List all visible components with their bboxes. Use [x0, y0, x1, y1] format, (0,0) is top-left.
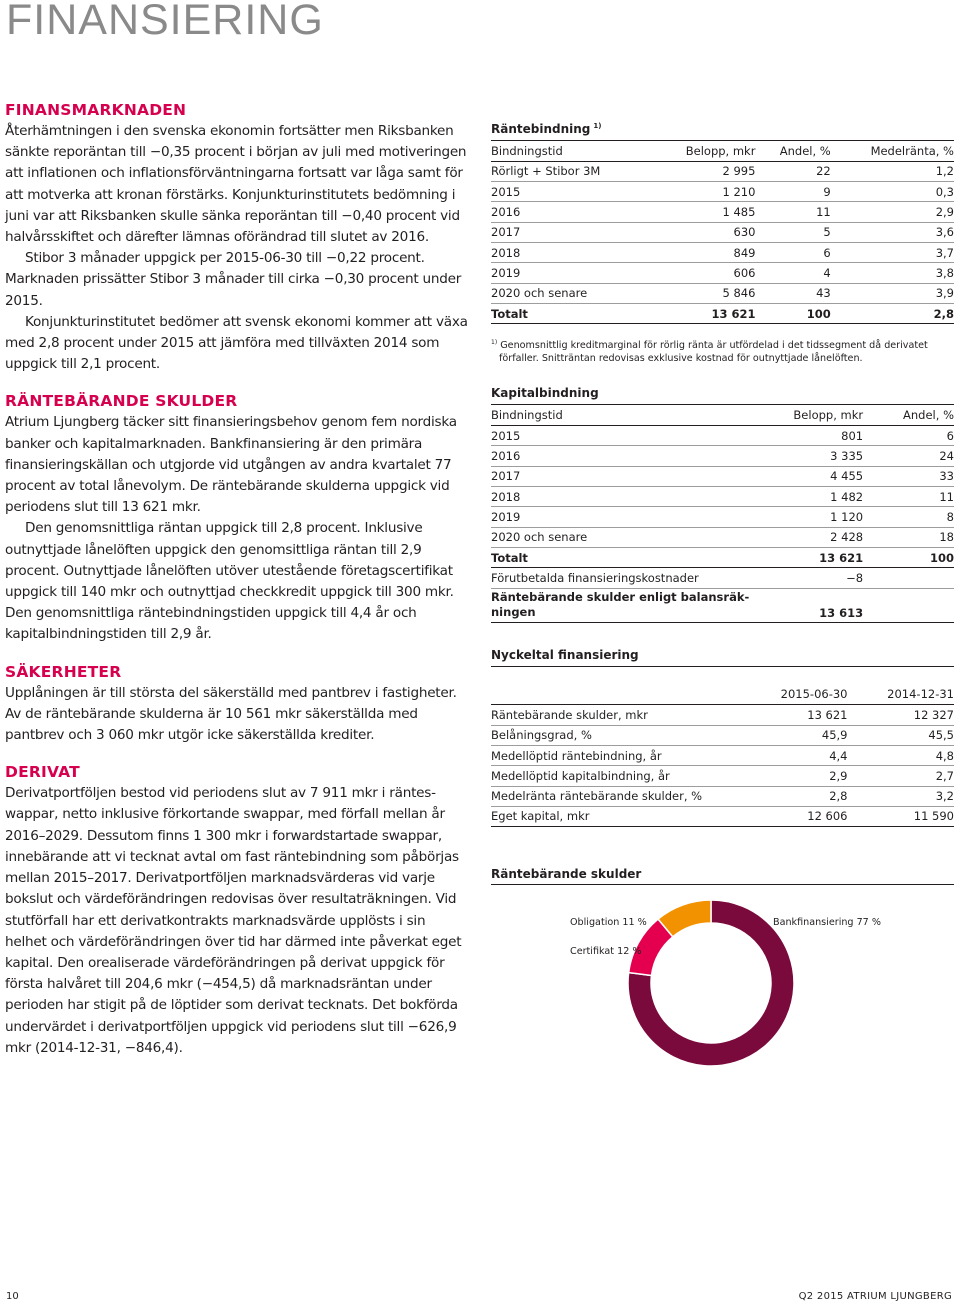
- paragraph: Derivatportföljen bestod vid periodens slut av 7 911 mkr i ränteswappar, netto inklusive förkortande swappar, med förfall mellan år 2016–2029. Dessutom finns 1 300 mkr i forwardstartade swappar, innebärande att vi tecknat avtal om fast räntebindning som påbörjas mellan 2015–2017. Derivatportföljen marknadsvärderas vid varje bokslut och värdeförändringen redovisas över resultaträkningen. Vid stutförfall har ett derivatkontrakts marknadsvärde upplösts i sin helhet och värdeförändringen över tid har därmed inte påverkat eget kapital. Den orealiserade värdeförändringen på derivat uppgick för första halvåret till 204,6 mkr (−454,5) då marknadsräntan under perioden har stigit på de löptider som derivat tecknats. Det bokförda undervärdet i derivatportföljen uppgick vid periodens slut till −626,9 mkr (2014-12-31, −846,4).: [5, 785, 462, 1056]
- table-cell: 3,9: [831, 283, 954, 303]
- table-cell: 1,2: [831, 161, 954, 181]
- table-cell: Totalt: [491, 547, 749, 567]
- table-cell: 2018: [491, 242, 653, 262]
- table-row: [491, 182, 954, 202]
- table-row: [491, 745, 954, 765]
- pie-label-obligation: Obligation 11 %: [570, 917, 647, 929]
- footnote-marker: 1): [593, 122, 602, 130]
- right-column: [491, 118, 954, 1077]
- table-cell: 18: [863, 527, 954, 547]
- nyckeltal-rows: [491, 705, 954, 827]
- table-cell: Belåningsgrad, %: [491, 725, 723, 745]
- table-cell: Förutbetalda finansieringskostnader: [491, 568, 749, 588]
- table-cell: 849: [653, 242, 756, 262]
- table-cell: 2016: [491, 446, 749, 466]
- page-title: FINANSIERING: [6, 0, 324, 44]
- rantebindning-table-block: [491, 118, 954, 365]
- table-cell: 630: [653, 222, 756, 242]
- table-cell: 2,7: [848, 766, 955, 786]
- column-header: Belopp, mkr: [749, 405, 863, 425]
- table-cell: 2015: [491, 182, 653, 202]
- pie-label-certifikat: Certifikat 12 %: [570, 946, 642, 958]
- table-row: [491, 725, 954, 745]
- table-cell: Medellöptid kapitalbindning, år: [491, 766, 723, 786]
- table-row: [491, 242, 954, 262]
- table-cell: 2017: [491, 466, 749, 486]
- table-row: [491, 202, 954, 222]
- table-spacer-row: [491, 667, 954, 685]
- table-cell: Medellöptid räntebindning, år: [491, 745, 723, 765]
- table-cell: 33: [863, 466, 954, 486]
- table-cell: [863, 568, 954, 588]
- table-title: Kapitalbindning: [491, 385, 954, 405]
- table-cell: 100: [755, 303, 830, 323]
- table-row: [491, 283, 954, 303]
- table-cell: 13 621: [723, 705, 848, 725]
- table-header-row: [491, 685, 954, 705]
- table-cell: 2020 och senare: [491, 283, 653, 303]
- kapitalbindning-table-block: [491, 385, 954, 622]
- left-column: [5, 100, 470, 1075]
- table-title: Nyckeltal finansiering: [491, 647, 954, 667]
- column-header: Bindningstid: [491, 405, 749, 425]
- table-cell: 3,2: [848, 786, 955, 806]
- table-cell: 11: [755, 202, 830, 222]
- table-footnote: [491, 336, 954, 365]
- paragraph: Stibor 3 månader uppgick per 2015-06-30 till −0,22 procent. Marknaden prissätter Stibor 3 månader till cirka −0,30 procent under 2015.: [5, 250, 462, 309]
- column-header: Medelränta, %: [831, 141, 954, 161]
- table-cell: 9: [755, 182, 830, 202]
- table-cell: 0,3: [831, 182, 954, 202]
- table-cell: 2018: [491, 487, 749, 507]
- nyckeltal-table-block: [491, 647, 954, 828]
- table-cell: 2 428: [749, 527, 863, 547]
- table-cell: 2020 och senare: [491, 527, 749, 547]
- section-heading: RÄNTEBÄRANDE SKULDER: [5, 392, 238, 411]
- table-cell: Medelränta räntebärande skulder, %: [491, 786, 723, 806]
- rantebindning-table: [491, 141, 954, 324]
- table-cell: 606: [653, 263, 756, 283]
- table-cell: 5: [755, 222, 830, 242]
- table-cell: 5 846: [653, 283, 756, 303]
- table-row: [491, 786, 954, 806]
- footnote-marker: 1): [491, 339, 498, 347]
- table-row: [491, 161, 954, 181]
- table-title: [491, 118, 954, 141]
- table-row: [491, 588, 954, 622]
- table-cell: 13 621: [653, 303, 756, 323]
- table-cell: [863, 588, 954, 622]
- column-header: 2015-06-30: [723, 685, 848, 705]
- table-cell: 8: [863, 507, 954, 527]
- table-cell: 11: [863, 487, 954, 507]
- section-finansmarknaden: [5, 100, 470, 375]
- table-cell: 3,6: [831, 222, 954, 242]
- table-title-text: Räntebindning: [491, 122, 591, 136]
- table-cell: Rörligt + Stibor 3M: [491, 161, 653, 181]
- section-sakerheter: [5, 662, 470, 747]
- column-header: Andel, %: [863, 405, 954, 425]
- table-cell: Eget kapital, mkr: [491, 806, 723, 826]
- section-derivat: [5, 762, 470, 1059]
- section-heading: SÄKERHETER: [5, 662, 122, 681]
- rantebindning-rows: [491, 161, 954, 303]
- table-cell: 2,8: [831, 303, 954, 323]
- table-cell: 1 120: [749, 507, 863, 527]
- table-cell: 2016: [491, 202, 653, 222]
- table-total-row: [491, 303, 954, 323]
- table-row: [491, 527, 954, 547]
- column-header: 2014-12-31: [848, 685, 955, 705]
- table-cell: 4,8: [848, 745, 955, 765]
- table-cell: 2 995: [653, 161, 756, 181]
- table-cell: Totalt: [491, 303, 653, 323]
- footer-publication: Q2 2015 ATRIUM LJUNGBERG: [798, 1291, 952, 1302]
- chart-title: Räntebärande skulder: [491, 867, 954, 885]
- table-row: [491, 705, 954, 725]
- table-cell: 11 590: [848, 806, 955, 826]
- kapitalbindning-table: [491, 405, 954, 622]
- paragraph: Atrium Ljungberg täcker sitt finansieringsbehov genom fem nordiska banker och kapitalmarknaden. Bankfinansiering är den primära finansieringskällan och utgjorde vid utgången av andra kvartalet 77 procent av total lånevolym. De räntebärande skulderna uppgick vid periodens slut till 13 621 mkr.: [5, 414, 457, 516]
- table-cell: 22: [755, 161, 830, 181]
- footnote-text: Genomsnittlig kreditmarginal för rörlig ränta är utfördelad i det tidssegment då derivatet förfaller. Snitträntan redovisas exklusive kostnad för outnyttjade lånelöften.: [499, 340, 928, 365]
- table-row: [491, 568, 954, 588]
- table-row: [491, 222, 954, 242]
- donut-chart: [611, 883, 811, 1083]
- table-cell: 43: [755, 283, 830, 303]
- table-cell: 2019: [491, 507, 749, 527]
- table-cell: 45,5: [848, 725, 955, 745]
- table-cell: 2,9: [723, 766, 848, 786]
- table-total-row: [491, 547, 954, 567]
- table-row: [491, 487, 954, 507]
- table-row: [491, 766, 954, 786]
- table-cell: 1 210: [653, 182, 756, 202]
- pie-label-bankfinansiering: Bankfinansiering 77 %: [773, 917, 881, 929]
- table-spacer: [491, 667, 954, 685]
- table-cell: 13 613: [749, 588, 863, 622]
- table-cell: 4: [755, 263, 830, 283]
- kapitalbindning-rows: [491, 426, 954, 548]
- nyckeltal-table: [491, 667, 954, 828]
- table-row: [491, 466, 954, 486]
- table-cell: 2,8: [723, 786, 848, 806]
- table-cell: 2015: [491, 426, 749, 446]
- column-header: Bindningstid: [491, 141, 653, 161]
- table-cell: 100: [863, 547, 954, 567]
- column-header: Andel, %: [755, 141, 830, 161]
- column-header: Belopp, mkr: [653, 141, 756, 161]
- table-row: [491, 507, 954, 527]
- table-cell: 6: [755, 242, 830, 262]
- table-cell: 3,8: [831, 263, 954, 283]
- section-heading: FINANSMARKNADEN: [5, 101, 187, 119]
- paragraph: Återhämtningen i den svenska ekonomin fortsätter men Riksbanken sänkte reporäntan till −0,35 procent i början av juli med motiveringen att inflationen och inflationsförväntningarna fortsatt var låga samt för att motverka att kronan förstärks. Konjunkturinstitutets bedömning i juni var att Riksbanken skulle sänka reporäntan till −0,40 procent vid halvårsskiftet och därefter lämnas oförändrad till slutet av 2016.: [5, 123, 467, 246]
- table-cell: 24: [863, 446, 954, 466]
- table-row: [491, 263, 954, 283]
- table-row: [491, 806, 954, 826]
- table-cell: 4,4: [723, 745, 848, 765]
- table-cell: 1 482: [749, 487, 863, 507]
- section-rantebarande-skulder: [5, 391, 470, 645]
- paragraph: Upplåningen är till största del säkerställd med pantbrev i fastigheter. Av de räntebärande skulderna är 10 561 mkr säkerställda med pantbrev och 3 060 mkr utgör icke säkerställda krediter.: [5, 684, 457, 744]
- section-heading: DERIVAT: [5, 763, 80, 782]
- table-cell: 2017: [491, 222, 653, 242]
- table-header-row: [491, 405, 954, 425]
- table-cell: 3 335: [749, 446, 863, 466]
- table-cell: 1 485: [653, 202, 756, 222]
- row-label-line: Räntebärande skulder enligt balansräk-: [491, 590, 750, 605]
- table-cell: 6: [863, 426, 954, 446]
- table-cell: −8: [749, 568, 863, 588]
- column-header: [491, 685, 723, 705]
- table-row: [491, 446, 954, 466]
- chart-block: [491, 867, 954, 1077]
- page-number: 10: [6, 1291, 19, 1302]
- table-cell: Räntebärande skulder, mkr: [491, 705, 723, 725]
- table-cell: 2,9: [831, 202, 954, 222]
- table-cell: 3,7: [831, 242, 954, 262]
- paragraph: Den genomsnittliga räntan uppgick till 2,8 procent. Inklusive outnyttjade lånelöften uppgick den genomsittliga räntan till 2,9 procent. Outnyttjade lånelöften utöver utestående företagscertifikat uppgick till 140 mkr och outnyttjad checkkredit uppgick till 300 mkr. Den genomsnittliga räntebindningstiden uppgick till 4,4 år och kapitalbindningstiden till 2,9 år.: [5, 520, 454, 643]
- table-cell: 12 327: [848, 705, 955, 725]
- table-cell: 801: [749, 426, 863, 446]
- table-cell: 13 621: [749, 547, 863, 567]
- table-cell: 12 606: [723, 806, 848, 826]
- row-label-line: ningen: [491, 605, 536, 620]
- table-row: [491, 426, 954, 446]
- table-cell: 4 455: [749, 466, 863, 486]
- table-cell: 2019: [491, 263, 653, 283]
- table-cell: [491, 588, 749, 622]
- table-cell: 45,9: [723, 725, 848, 745]
- table-header-row: [491, 141, 954, 161]
- paragraph: Konjunkturinstitutet bedömer att svensk ekonomi kommer att växa med 2,8 procent under 2015 att jämföra med tillväxten 2014 som uppgick till 2,1 procent.: [5, 313, 468, 373]
